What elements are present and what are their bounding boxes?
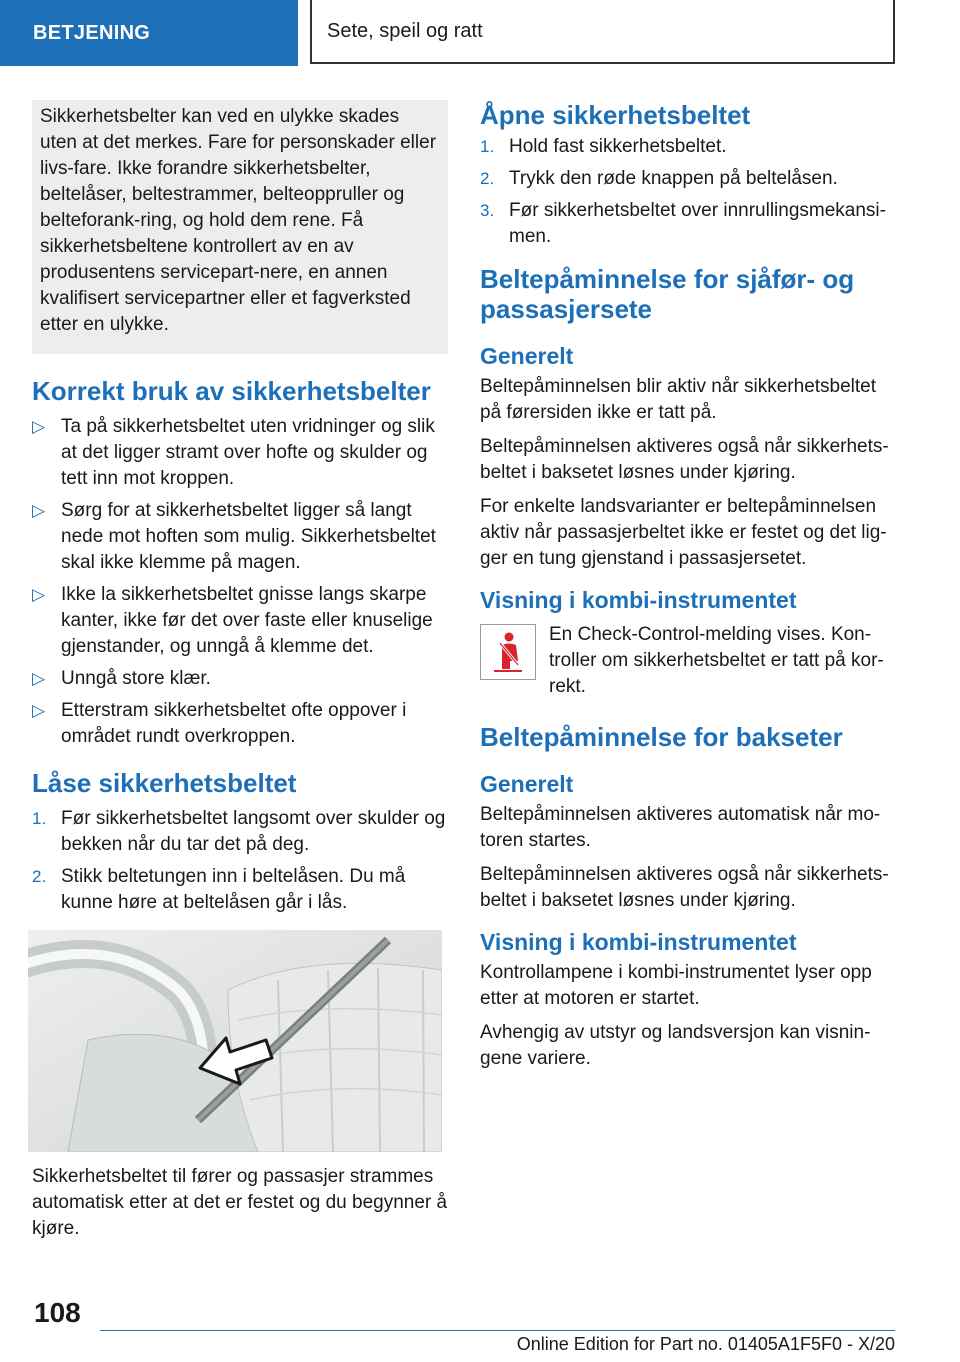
paragraph: Beltepåminnelsen blir aktiv når sikkerhetsbeltet på førersiden ikke er tatt på. xyxy=(480,376,877,423)
list-item: ▷ Sørg for at sikkerhetsbeltet ligger så langt nede mot hoften som mulig. Sikkerhetsbeltet skal ikke klemme på magen. xyxy=(32,500,436,573)
seatbelt-tensioner-image xyxy=(28,930,442,1152)
paragraph: Beltepåminnelsen aktiveres også når sikkerhets-beltet i baksetet løsnes under kjøring. xyxy=(480,436,889,483)
triangle-bullet-icon: ▷ xyxy=(32,501,46,520)
page-number: 108 xyxy=(34,1297,81,1328)
list-item: 3. Før sikkerhetsbeltet over innrullingsmekansi-men. xyxy=(480,200,886,247)
list-item: ▷ Ta på sikkerhetsbeltet uten vridninger og slik at det ligger stramt over hofte og skulder og tett inn mot kroppen. xyxy=(32,416,435,489)
heading-rear-reminder: Beltepåminnelse for bakseter xyxy=(480,722,843,752)
triangle-bullet-icon: ▷ xyxy=(32,701,46,720)
right-column xyxy=(480,100,898,1080)
heading-general-front: Generelt xyxy=(480,343,574,369)
heading-lock-belt: Låse sikkerhetsbeltet xyxy=(32,768,297,798)
triangle-bullet-icon: ▷ xyxy=(32,669,46,688)
heading-display-front: Visning i kombi-instrumentet xyxy=(480,587,797,613)
warning-text: Sikkerhetsbelter kan ved en ulykke skades uten at det merkes. Fare for personskader eller livs-fare. Ikke forandre sikkerhetsbelter, beltelåser, beltestrammer, belteoppruller og belteforank-ring, og hold dem rene. Få sikkerhetsbeltene kontrollert av en av produsentens servicepart-nere, en annen kvalifisert servicepartner eller et fagverksted etter en ulykke. xyxy=(40,106,437,335)
paragraph: Avhengig av utstyr og landsversjon kan visnin-gene variere. xyxy=(480,1022,871,1069)
check-control-note xyxy=(480,622,898,700)
heading-front-reminder: Beltepåminnelse for sjåfør- og passasjersete xyxy=(480,264,855,324)
correct-use-list xyxy=(32,414,448,750)
heading-general-rear: Generelt xyxy=(480,771,574,797)
lock-steps-list xyxy=(32,806,448,916)
step-number: 1. xyxy=(480,137,495,156)
paragraph: For enkelte landsvarianter er beltepåminnelsen aktiv når passasjerbeltet ikke er festet og det lig-ger en tung gjenstand i passasjersetet. xyxy=(480,496,887,569)
list-item: ▷ Ikke la sikkerhetsbeltet gnisse langs skarpe kanter, ikke før det over faste eller knuselige gjenstander, og unngå å klemme det. xyxy=(32,584,433,657)
chapter-title: Sete, speil og ratt xyxy=(327,19,483,42)
list-item: 1. Hold fast sikkerhetsbeltet. xyxy=(480,134,898,160)
section-tab xyxy=(0,0,298,66)
list-item: ▷ Unngå store klær. xyxy=(32,666,448,692)
paragraph: Beltepåminnelsen aktiveres automatisk når mo-toren startes. xyxy=(480,804,881,851)
step-number: 3. xyxy=(480,201,495,220)
open-steps-list xyxy=(480,134,898,250)
warning-box xyxy=(32,100,448,354)
step-number: 1. xyxy=(32,809,47,828)
seatbelt-warning-icon xyxy=(480,624,536,680)
paragraph: Kontrollampene i kombi-instrumentet lyser opp etter at motoren er startet. xyxy=(480,962,872,1009)
triangle-bullet-icon: ▷ xyxy=(32,417,46,436)
triangle-bullet-icon: ▷ xyxy=(32,585,46,604)
left-column xyxy=(32,100,448,1250)
heading-display-rear: Visning i kombi-instrumentet xyxy=(480,929,797,955)
list-item: ▷ Etterstram sikkerhetsbeltet ofte oppover i området rundt overkroppen. xyxy=(32,700,407,747)
section-title: BETJENING xyxy=(33,21,151,44)
list-item: 2. Trykk den røde knappen på beltelåsen. xyxy=(480,166,898,192)
paragraph: Beltepåminnelsen aktiveres også når sikkerhets-beltet i baksetet løsnes under kjøring. xyxy=(480,864,889,911)
footer-divider xyxy=(100,1330,895,1331)
heading-correct-use: Korrekt bruk av sikkerhetsbelter xyxy=(32,376,431,406)
list-item: 1. Før sikkerhetsbeltet langsomt over skulder og bekken når du tar det på deg. xyxy=(32,808,446,855)
chapter-header xyxy=(310,0,895,64)
edition-note: Online Edition for Part no. 01405A1F5F0 - X/20 xyxy=(516,1334,895,1354)
image-caption: Sikkerhetsbeltet til fører og passasjer strammes automatisk etter at det er festet og du begynner å kjøre. xyxy=(32,1166,448,1239)
step-number: 2. xyxy=(480,169,495,188)
list-item: 2. Stikk beltetungen inn i beltelåsen. Du må kunne høre at beltelåsen går i lås. xyxy=(32,866,406,913)
step-number: 2. xyxy=(32,867,47,886)
heading-open-belt: Åpne sikkerhetsbeltet xyxy=(480,100,751,130)
car-seat-illustration xyxy=(28,930,442,1152)
paragraph: En Check-Control-melding vises. Kon-troller om sikkerhetsbeltet er tatt på kor-rekt. xyxy=(549,624,884,697)
